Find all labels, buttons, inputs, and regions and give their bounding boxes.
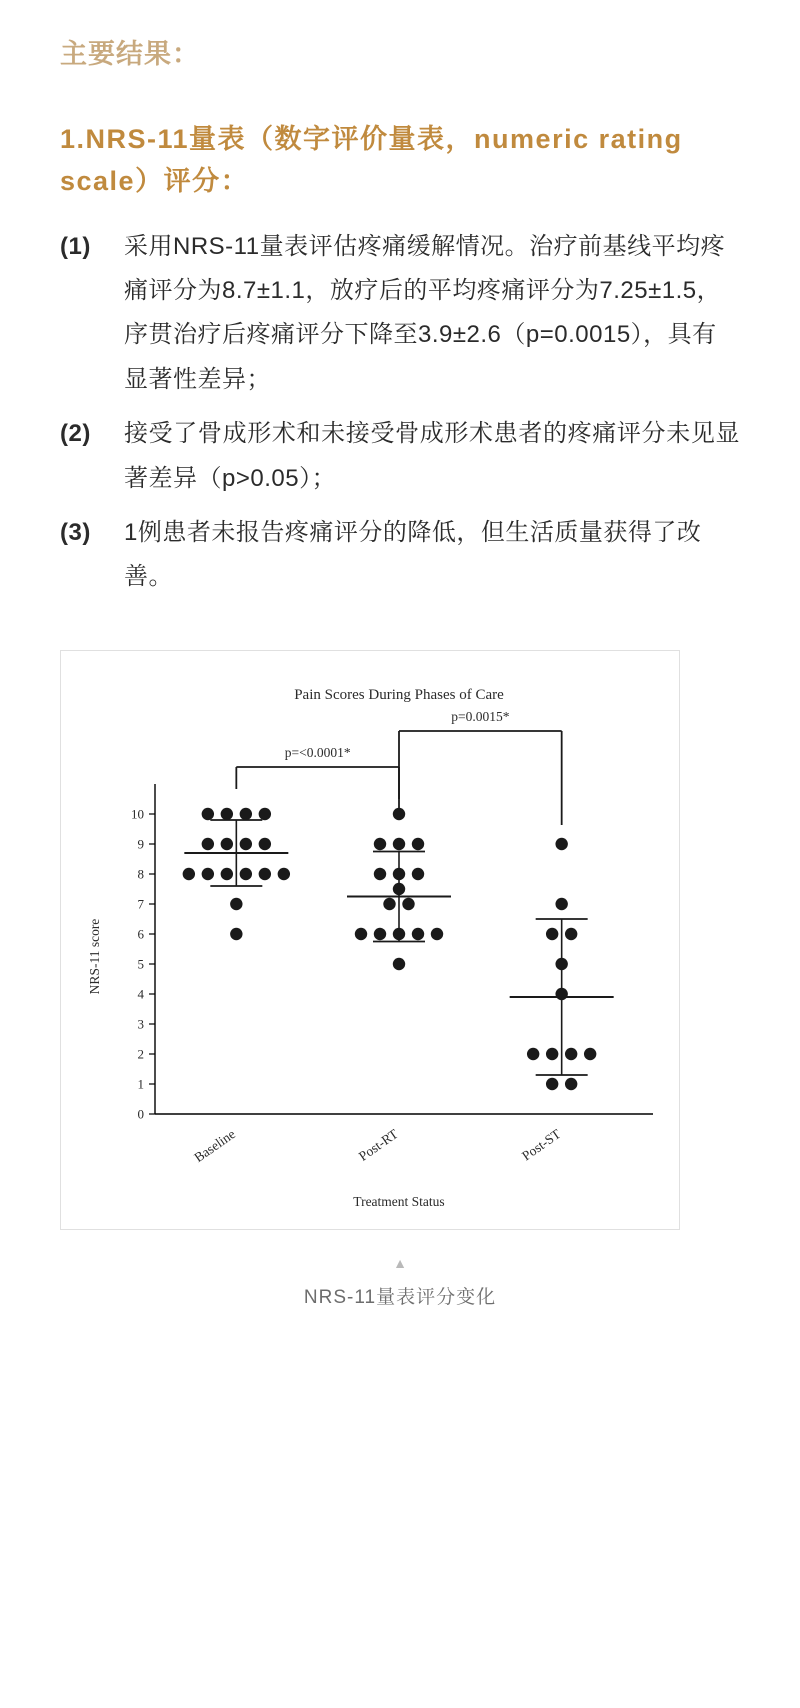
list-item-number: (1) (60, 232, 91, 260)
triangle-up-icon: ▲ (393, 1254, 407, 1271)
y-tick-label: 8 (137, 866, 144, 882)
data-point (230, 928, 242, 940)
data-point (412, 868, 424, 880)
y-tick-label: 7 (137, 896, 144, 912)
data-point (202, 868, 214, 880)
figure-container (60, 650, 680, 1230)
data-point (202, 838, 214, 850)
data-point (565, 928, 577, 940)
data-point (412, 928, 424, 940)
data-point (240, 838, 252, 850)
data-point (259, 808, 271, 820)
data-point (202, 808, 214, 820)
data-point (393, 838, 405, 850)
y-tick-label: 3 (137, 1016, 144, 1032)
data-point (221, 838, 233, 850)
data-point (374, 838, 386, 850)
y-tick-label: 0 (137, 1106, 144, 1122)
data-point (259, 868, 271, 880)
data-point (431, 928, 443, 940)
data-point (383, 898, 395, 910)
list-item-text: 采用NRS-11量表评估疼痛缓解情况。治疗前基线平均疼痛评分为8.7±1.1，放疗后的平均疼痛评分为7.25±1.5，序贯治疗后疼痛评分下降至3.9±2.6（p=0.0015），具有显著性差异； (124, 232, 726, 393)
y-tick-label: 5 (137, 956, 144, 972)
p-value-annotation: p=0.0015* (451, 708, 510, 724)
y-tick-label: 2 (137, 1046, 144, 1062)
y-tick-label: 1 (137, 1076, 144, 1092)
data-point (374, 868, 386, 880)
y-tick-label: 4 (137, 986, 144, 1002)
data-point (221, 808, 233, 820)
figure-caption: NRS-11量表评分变化 (303, 1286, 497, 1308)
y-axis-label: NRS-11 score (87, 918, 102, 995)
list-item-text: 1例患者未报告疼痛评分的降低，但生活质量获得了改善。 (124, 519, 702, 591)
list-item (60, 511, 740, 600)
y-tick-label: 9 (137, 836, 144, 852)
data-point (355, 928, 367, 940)
data-point (221, 868, 233, 880)
data-point (183, 868, 195, 880)
data-point (278, 868, 290, 880)
list-item (60, 225, 740, 403)
data-point (240, 808, 252, 820)
section-title: 主要结果： (60, 39, 200, 69)
data-point (546, 928, 558, 940)
x-axis-label: Treatment Status (353, 1193, 445, 1209)
x-tick-label: Baseline (191, 1125, 239, 1165)
data-point (565, 1078, 577, 1090)
result-points-list (60, 225, 740, 600)
x-tick-label: Post-ST (519, 1125, 564, 1164)
data-point (555, 838, 567, 850)
data-point (546, 1048, 558, 1060)
data-point (565, 1048, 577, 1060)
list-item-number: (3) (60, 519, 91, 547)
data-point (374, 928, 386, 940)
list-item-number: (2) (60, 420, 91, 448)
data-point (259, 838, 271, 850)
chart-title: Pain Scores During Phases of Care (294, 686, 504, 703)
p-value-annotation: p=<0.0001* (284, 744, 351, 760)
data-point (584, 1048, 596, 1060)
pain-score-scatter-chart (65, 659, 675, 1221)
data-point (230, 898, 242, 910)
data-point (240, 868, 252, 880)
list-item-text: 接受了骨成形术和未接受骨成形术患者的疼痛评分未见显著差异（p>0.05）； (124, 420, 740, 492)
page-title: 1.NRS-11量表（数字评价量表，numeric rating scale）评分： (60, 124, 683, 196)
data-point (555, 898, 567, 910)
list-item (60, 412, 740, 501)
data-point (393, 958, 405, 970)
y-tick-label: 6 (137, 926, 144, 942)
data-point (402, 898, 414, 910)
y-tick-label: 10 (131, 806, 144, 822)
x-tick-label: Post-RT (355, 1125, 401, 1164)
data-point (412, 838, 424, 850)
data-point (527, 1048, 539, 1060)
data-point (546, 1078, 558, 1090)
